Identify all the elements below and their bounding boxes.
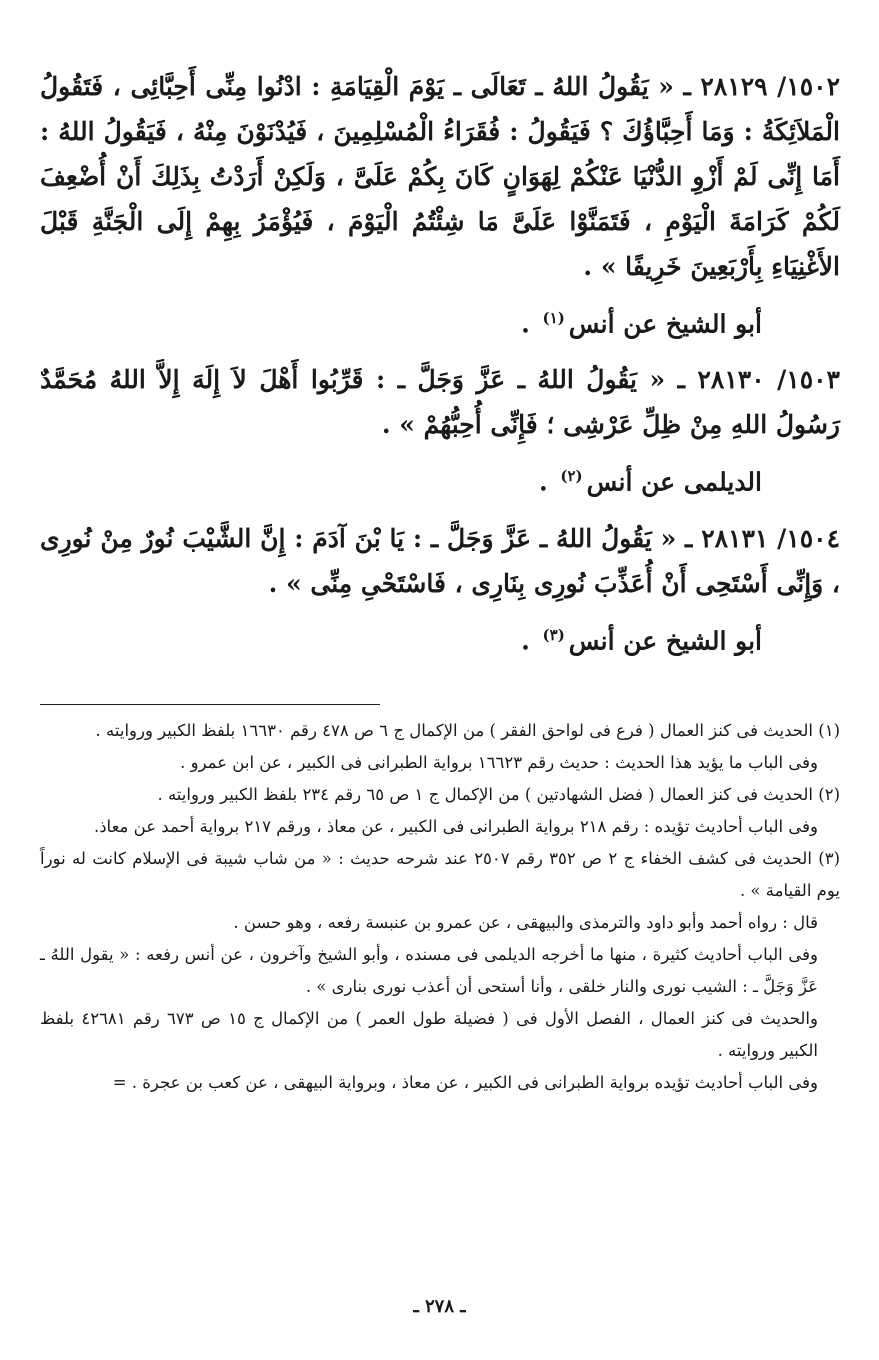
hadith-text: « يَقُولُ اللهُ ـ عَزَّ وَجَلَّ ـ : قَرِّبُوا أَهْلَ لاَ إِلَهَ إِلاَّ اللهُ مُحَمَّدٌ رَسُولُ اللهِ مِنْ ظِلِّ عَرْشِى ؛ فَإِنِّى أُحِبُّهُمْ » .: [40, 365, 840, 440]
main-text: [40, 62, 840, 674]
hadith-1503: [40, 357, 840, 447]
footnote-3: (٣) الحديث فى كشف الخفاء ج ٢ ص ٣٥٢ رقم ٢٥٠٧ عند شرحه حديث : « من شاب شيبة فى الإسلام كانت له نوراً يوم القيامة » .: [40, 849, 840, 900]
hadith-source: أبو الشيخ عن أنس$^{(٣)}$ .: [521, 625, 762, 655]
hadith-1504: [40, 516, 840, 606]
footnote-1: (١) الحديث فى كنز العمال ( فرع فى لواحق الفقر ) من الإكمال ج ٦ ص ٤٧٨ رقم ١٦٦٣٠ بلفظ الكبير وروايته .: [95, 721, 840, 740]
footnote-divider: [40, 704, 380, 705]
footnote-note: قال : رواه أحمد وأبو داود والترمذى والبيهقى ، عن عمرو بن عنبسة رفعه ، وهو حسن .: [233, 913, 818, 932]
hadith-number: ١٥٠٢/ ٢٨١٢٩ ـ: [683, 72, 840, 101]
footnote-note: وفى الباب أحاديث تؤيده برواية الطبرانى فى الكبير ، عن معاذ ، وبرواية البيهقى ، عن كعب بن عجرة . =: [112, 1073, 818, 1092]
footnote-note: وفى الباب ما يؤيد هذا الحديث : حديث رقم ١٦٦٢٣ برواية الطبرانى فى الكبير ، عن ابن عمرو .: [180, 753, 818, 772]
footnote-note: وفى الباب أحاديث تؤيده : رقم ٢١٨ برواية الطبرانى فى الكبير ، عن معاذ ، ورقم ٢١٧ برواية أحمد عن معاذ.: [93, 817, 818, 836]
page-number: ـ ٢٧٨ ـ: [413, 1296, 466, 1317]
footnote-note: والحديث فى كنز العمال ، الفصل الأول فى ( فضيلة طول العمر ) من الإكمال ج ١٥ ص ٦٧٣ رقم ٤٢٦٨١ بلفظ الكبير وروايته .: [40, 1009, 818, 1060]
hadith-text: « يَقُولُ اللهُ ـ تَعَالَى ـ يَوْمَ الْقِيَامَةِ : ادْنُوا مِنِّى أَحِبَّائِى ، فَتَقُولُ الْمَلاَئِكَةُ : وَمَا أَحِبَّاؤُكَ ؟ فَيَقُولُ : فُقَرَاءُ الْمُسْلِمِينَ ، فَيُدْنَوْنَ مِنْهُ ، فَيَقُولُ اللهُ : أَمَا إِنِّى لَمْ أَزْوِ الدُّنْيَا عَنْكُمْ لِهَوَانٍ كَانَ بِكُمْ عَلَىَّ ، وَلَكِنْ أَرَدْتُ بِذَلِكَ أَنْ أُضْعِفَ لَكُمْ كَرَامَةَ الْيَوْمِ ، فَتَمَنَّوْا عَلَىَّ مَا شِئْتُمُ الْيَوْمَ ، فَيُؤْمَرُ بِهِمْ إِلَى الْجَنَّةِ قَبْلَ الأَغْنِيَاءِ بِأَرْبَعِينَ خَرِيفًا » .: [40, 72, 840, 281]
footnote-mark: (٢): [560, 467, 583, 486]
hadith-number: ١٥٠٣/ ٢٨١٣٠ ـ: [677, 365, 840, 395]
footnote-mark: (١): [542, 309, 565, 327]
footnote-2: (٢) الحديث فى كنز العمال ( فضل الشهادتين ) من الإكمال ج ١ ص ٦٥ رقم ٢٣٤ بلفظ الكبير وروايته .: [157, 785, 840, 804]
footnote-mark: (٣): [542, 625, 565, 644]
footnotes: [40, 715, 840, 1099]
hadith-number: ١٥٠٤/ ٢٨١٣١ ـ: [685, 523, 840, 553]
hadith-text: « يَقُولُ اللهُ ـ عَزَّ وَجَلَّ ـ : يَا بْنَ آدَمَ : إِنَّ الشَّيْبَ نُورٌ مِنْ نُورِى ، وَإِنِّى أَسْتَحِى أَنْ أُعَذِّبَ نُورِى بِنَارِى ، فَاسْتَحْىِ مِنِّى » .: [40, 523, 840, 598]
hadith-source: الديلمى عن أنس$^{(٢)}$ .: [538, 467, 762, 497]
hadith-source: أبو الشيخ عن أنس$^{(١)}$ .: [521, 309, 762, 339]
hadith-1502: [40, 64, 840, 289]
footnote-note: وفى الباب أحاديث كثيرة ، منها ما أخرجه الديلمى فى مسنده ، وأبو الشيخ وآخرون ، عن أنس رفعه : « يقول اللهُ ـ عَزَّ وَجَلَّ ـ : الشيب نورى والنار خلقى ، وأنا أستحى أن أعذب نورى بنارى » .: [40, 945, 818, 996]
